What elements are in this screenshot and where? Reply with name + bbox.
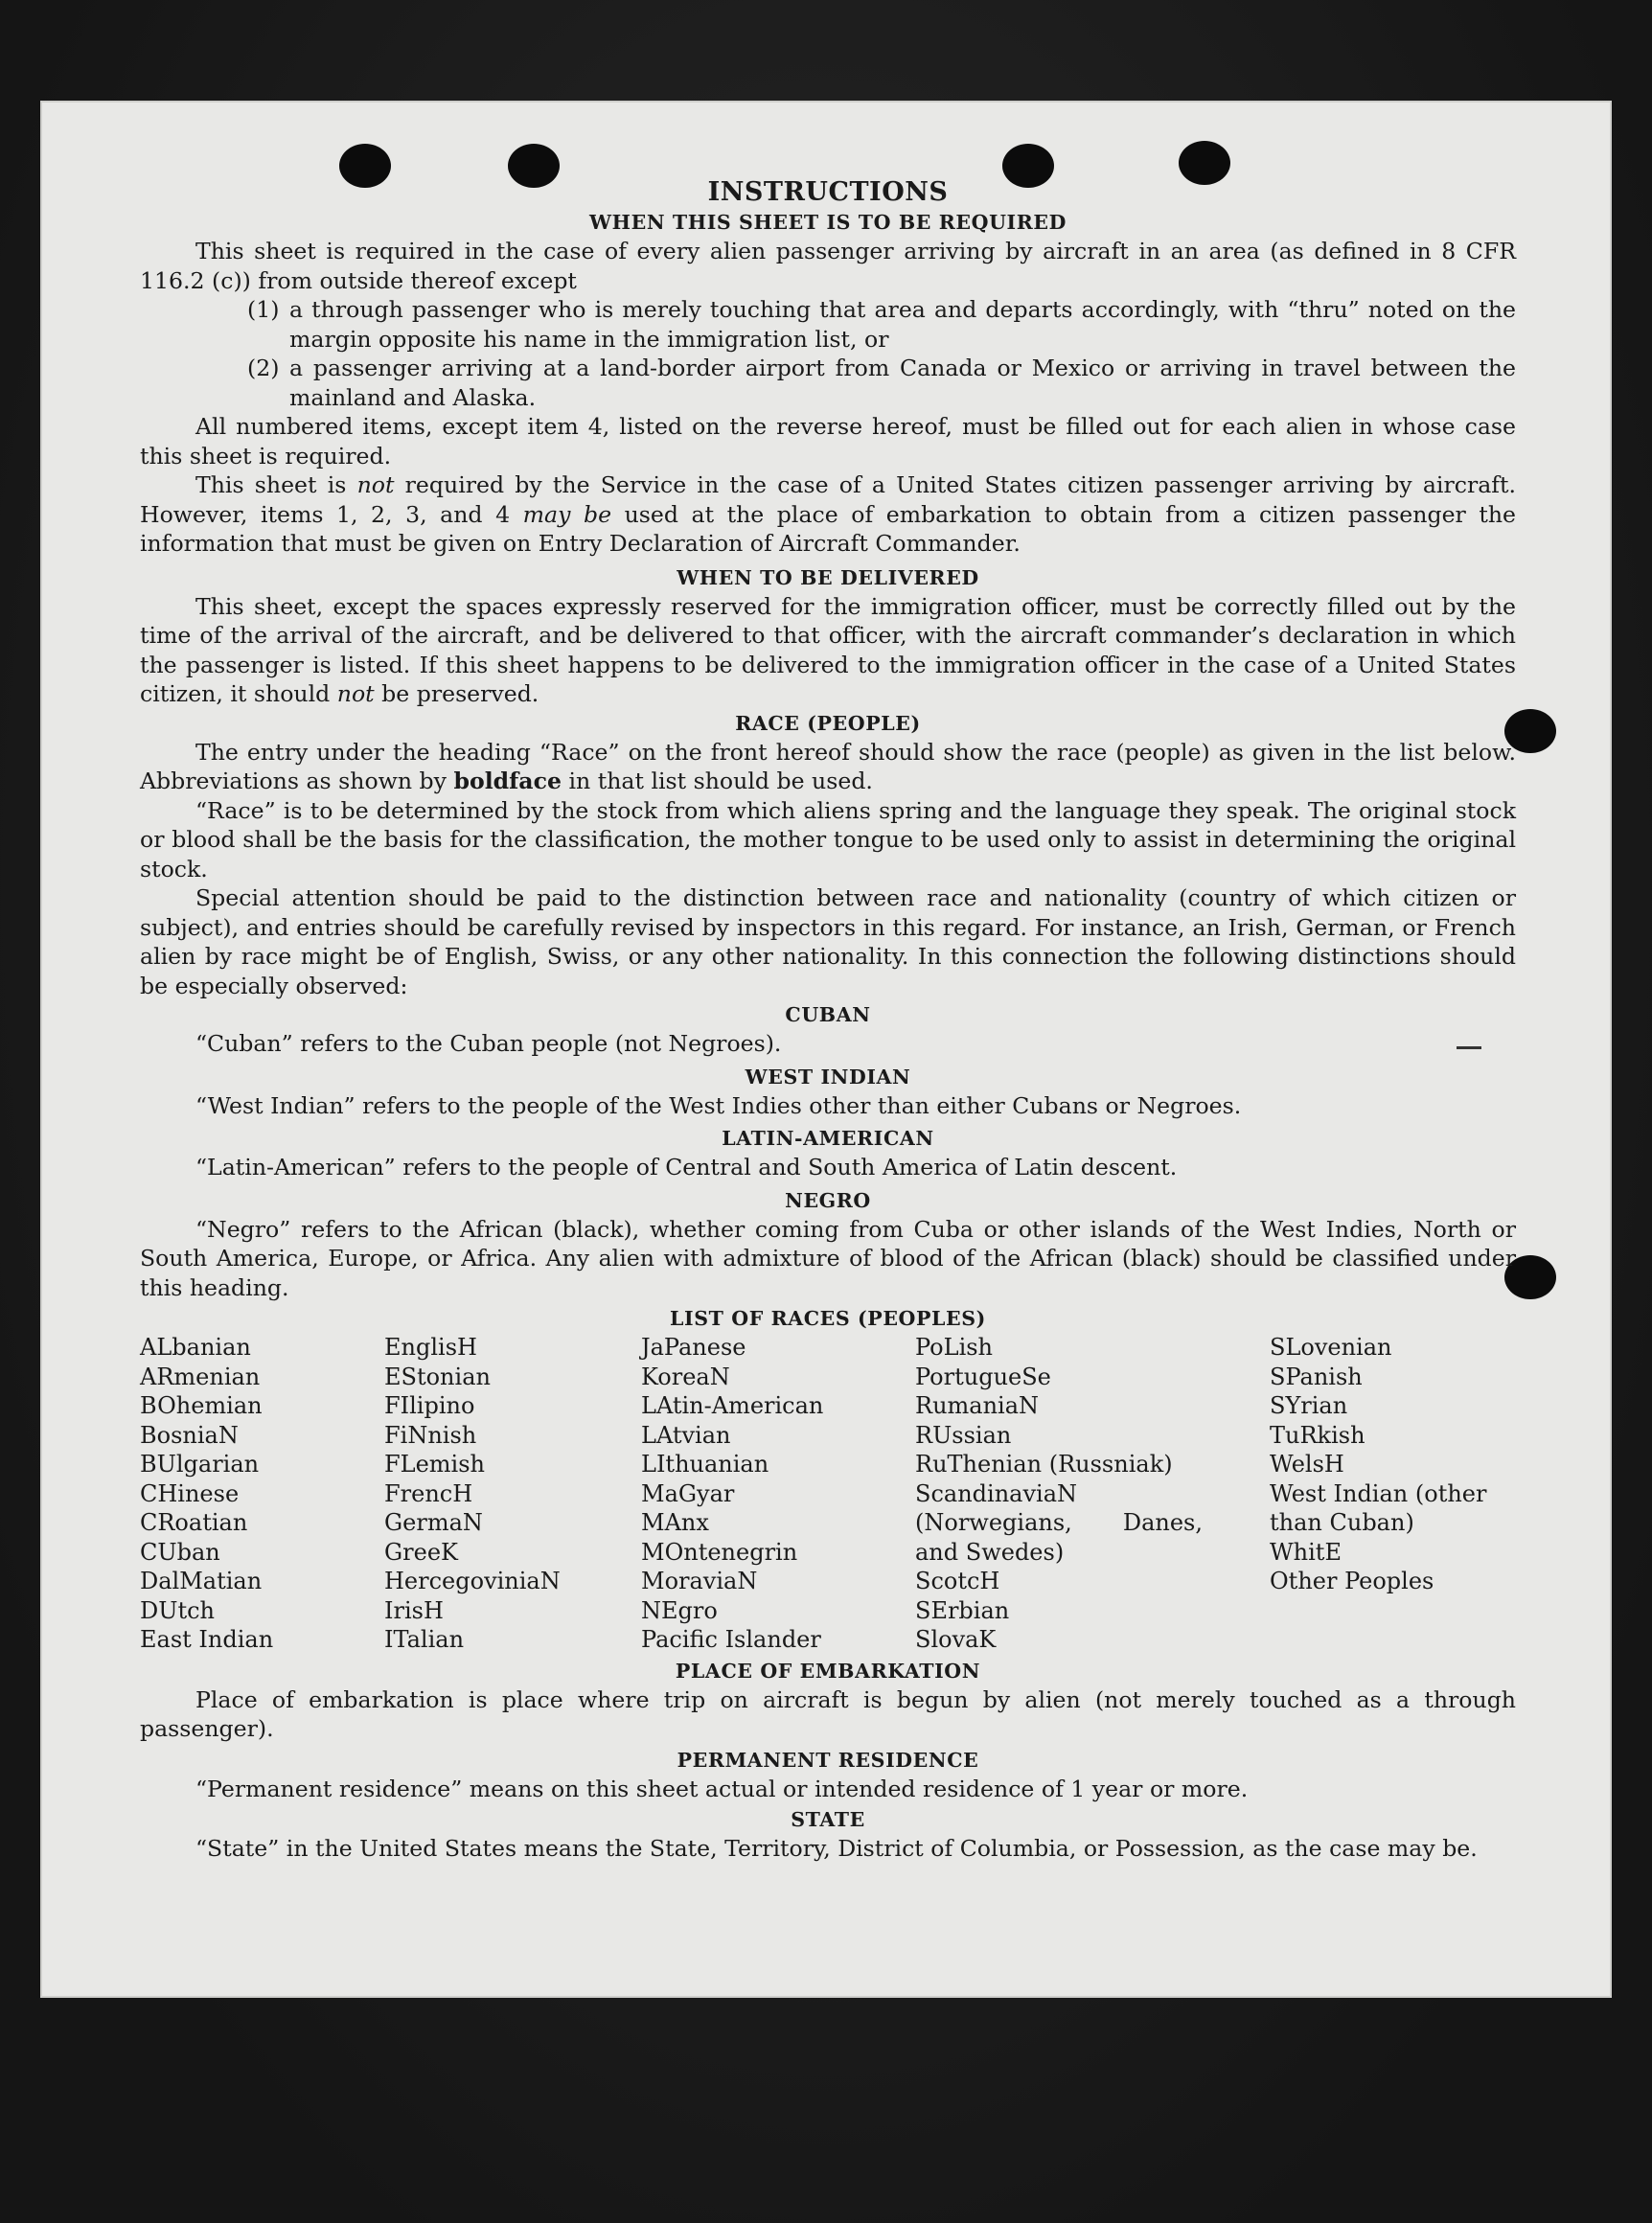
race-entry: DUtch [140,1596,216,1624]
race-entry: Other Peoples [1270,1568,1434,1594]
race-entry: JaPanese [641,1334,746,1361]
race-list [140,1333,1516,1655]
section-heading: NEGRO [785,1188,871,1212]
race-entry: HercegoviniaN [384,1568,561,1594]
section-heading: CUBAN [785,1003,871,1026]
text-run: used at the place of embarkation to obtain from a citizen passenger the information that must be given on Entry Declaration of Aircraft Commander. [140,500,1517,557]
text-run: in that list should be used. [561,768,873,794]
page-title: INSTRUCTIONS [707,177,949,207]
race-entry: FrencH [384,1479,473,1507]
race-entry: ITalian [384,1626,465,1653]
race-entry: NEgro [641,1596,718,1624]
race-entry: MoraviaN [641,1568,758,1594]
race-entry: MOntenegrin [641,1538,798,1566]
section-heading: STATE [791,1808,865,1831]
race-entry: ScotcH [915,1568,1000,1594]
race-entry: LAtin-American [641,1392,824,1419]
item-text: a through passenger who is merely touching that area and departs accordingly, with “thru” noted on the margin opposite his name in the immigration list, or [289,296,1516,353]
instructions-content [140,177,1516,1864]
race-entry: SYrian [1270,1392,1348,1419]
race-entry: East Indian [140,1626,274,1653]
race-entry: WhitE [1270,1538,1342,1566]
race-entry: CRoatian [140,1509,248,1536]
paragraph: “State” in the United States means the State, Territory, District of Columbia, or Possession, as the case may be. [195,1835,1478,1862]
paragraph [140,738,1516,796]
race-entry: KoreaN [641,1363,730,1390]
section-heading: WHEN THIS SHEET IS TO BE REQUIRED [589,211,1067,234]
race-entry: West Indian (other than Cuban) [1270,1479,1487,1536]
text-run: be preserved. [374,680,539,707]
paragraph [140,470,1516,559]
race-entry: RumaniaN [915,1392,1040,1419]
race-entry: SPanish [1270,1363,1363,1390]
paragraph: “Latin-American” refers to the people of Central and South America of Latin descent. [195,1154,1178,1180]
race-entry: LIthuanian [641,1451,769,1478]
section-heading: WHEN TO BE DELIVERED [677,565,979,589]
emphasis: not [356,471,395,498]
paragraph: This sheet is required in the case of every alien passenger arriving by aircraft in an area (as defined in 8 CFR 116.2 (c)) from outside thereof except [140,238,1516,294]
text-run: This sheet, except the spaces expressly reserved for the immigration officer, must be correctly filled out by the time of the arrival of the aircraft, and be delivered to that officer, with the aircraft commander’s declaration in which the passenger is listed. If this sheet happens to be delivered to the immigration officer in the case of a United States citizen, it should [140,592,1516,707]
section-heading: RACE (PEOPLE) [735,711,921,735]
race-entry: DalMatian [140,1568,263,1594]
race-entry: SErbian [915,1596,1010,1624]
race-column [915,1333,1270,1655]
race-entry: Pacific Islander [641,1626,821,1653]
race-entry: MaGyar [641,1479,735,1507]
paragraph: Special attention should be paid to the distinction between race and nationality (country of which citizen or subject), and entries should be carefully revised by inspectors in this regard. For instance, an Irish, German, or French alien by race might be of English, Swiss, or any other nationality. In this connection the following distinctions should be especially observed: [140,884,1516,999]
paragraph: “Permanent residence” means on this sheet actual or intended residence of 1 year or more. [195,1775,1249,1802]
race-entry: WelsH [1270,1451,1344,1478]
race-entry: TuRkish [1270,1421,1365,1449]
item-text: a passenger arriving at a land-border airport from Canada or Mexico or arriving in travel between the mainland and Alaska. [289,355,1516,411]
race-column [1270,1333,1516,1655]
race-entry: EStonian [384,1363,491,1390]
emphasis: may be [522,500,612,528]
race-column [384,1333,641,1655]
race-entry: BosniaN [140,1421,239,1449]
race-entry: BOhemian [140,1392,263,1419]
race-entry: RuThenian (Russniak) [915,1451,1173,1478]
race-entry: LAtvian [641,1421,731,1449]
paragraph: “West Indian” refers to the people of the West Indies other than either Cubans or Negroes. [195,1091,1242,1119]
section-heading: PLACE OF EMBARKATION [675,1659,981,1683]
race-entry: PortugueSe [915,1363,1051,1390]
race-entry: CHinese [140,1479,240,1507]
section-heading: LIST OF RACES (PEOPLES) [670,1307,986,1330]
race-entry: RUssian [915,1421,1012,1449]
bold-text: boldface [453,768,562,794]
race-entry: ScandinaviaN (Norwegians, Danes, and Swedes) [915,1479,1203,1566]
race-entry: SLovenian [1270,1334,1392,1361]
paragraph: All numbered items, except item 4, listed on the reverse hereof, must be filled out for each alien in whose case this sheet is required. [140,413,1516,470]
race-entry: EnglisH [384,1334,477,1361]
race-entry: GermaN [384,1509,483,1536]
race-column [641,1333,915,1655]
race-entry: FLemish [384,1451,485,1478]
paragraph: “Negro” refers to the African (black), whether coming from Cuba or other islands of the West Indies, North or South America, Europe, or Africa. Any alien with admixture of blood of the African (black) should be classified under this heading. [140,1215,1516,1301]
section-heading: LATIN-AMERICAN [722,1127,934,1150]
text-run: The entry under the heading “Race” on the front hereof should show the race (people) as given in the list below. Abbreviations as shown by [140,738,1516,794]
section-heading: WEST INDIAN [745,1065,911,1089]
margin-mark [1457,1046,1481,1049]
race-entry: ARmenian [140,1363,261,1390]
paragraph: “Cuban” refers to the Cuban people (not Negroes). [195,1030,782,1057]
race-column [140,1333,384,1655]
item-number: (2) [247,355,280,381]
text-run: required by the Service in the case of a United States citizen passenger arriving by aircraft. However, items 1, 2, 3, and 4 [140,471,1517,528]
paragraph: “Race” is to be determined by the stock from which aliens spring and the language they speak. The original stock or blood shall be the basis for the classification, the mother tongue to be used only to assist in determining the original stock. [140,796,1516,882]
race-entry: PoLish [915,1334,994,1361]
race-entry: GreeK [384,1538,458,1566]
race-entry: SlovaK [915,1626,997,1653]
text-run: This sheet is [195,471,357,498]
race-entry: IrisH [384,1596,444,1624]
list-item [140,354,1516,412]
paragraph: Place of embarkation is place where trip on aircraft is begun by alien (not merely touched as a through passenger). [140,1685,1516,1742]
race-entry: FIlipino [384,1392,475,1419]
paragraph [140,592,1516,709]
race-entry: ALbanian [140,1334,251,1361]
item-number: (1) [247,296,280,323]
section-heading: PERMANENT RESIDENCE [677,1748,979,1772]
race-entry: CUban [140,1538,220,1566]
race-entry: BUlgarian [140,1451,260,1478]
race-entry: MAnx [641,1509,709,1536]
race-entry: FiNnish [384,1421,477,1449]
emphasis: not [336,680,375,707]
list-item [140,295,1516,354]
